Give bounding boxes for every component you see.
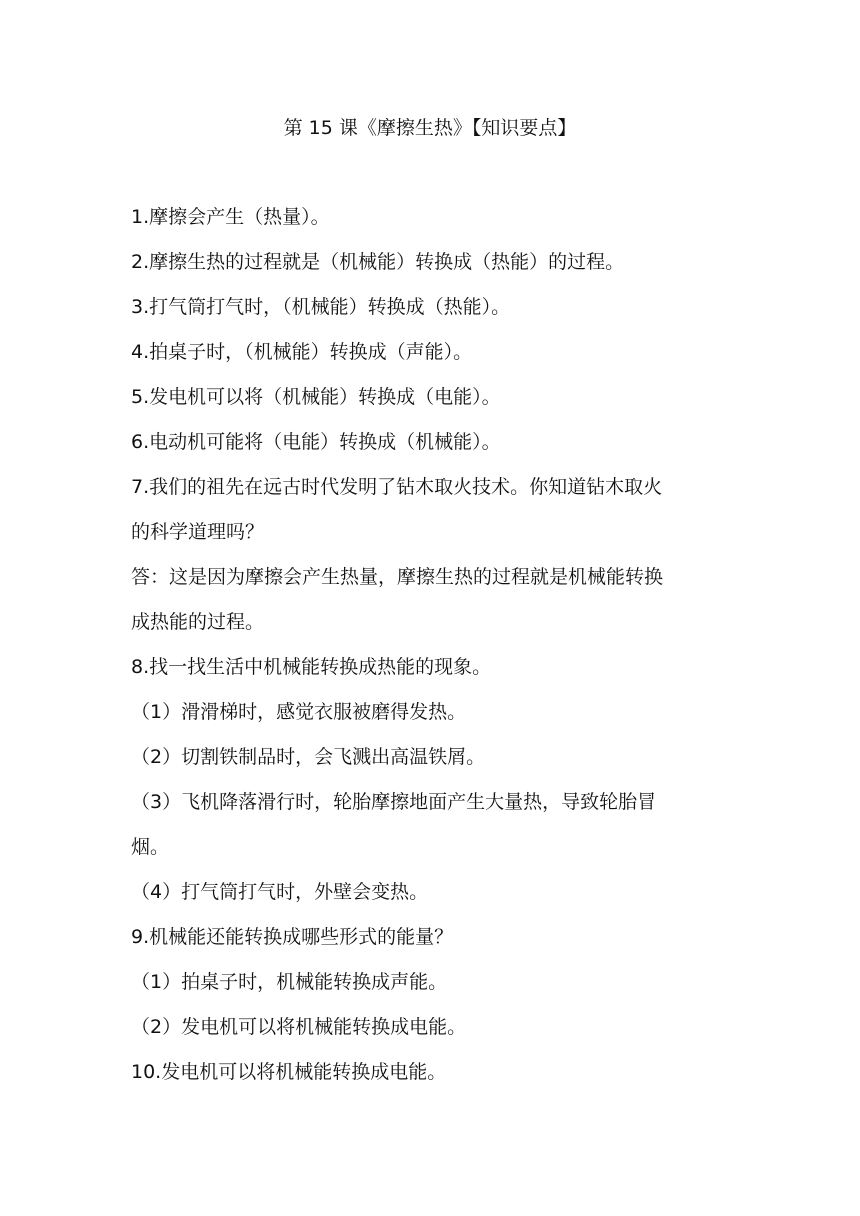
text-line-7: 7.我们的祖先在远古时代发明了钻木取火技术。你知道钻木取火 xyxy=(131,476,663,498)
text-line-16: （4）打气筒打气时，外壁会变热。 xyxy=(131,881,429,903)
text-line-20: 10.发电机可以将机械能转换成电能。 xyxy=(131,1061,447,1083)
text-line-5: 5.发电机可以将（机械能）转换成（电能）。 xyxy=(131,386,501,408)
text-line-2: 2.摩擦生热的过程就是（机械能）转换成（热能）的过程。 xyxy=(131,251,625,273)
text-line-12: （1）滑滑梯时，感觉衣服被磨得发热。 xyxy=(131,701,467,723)
text-line-11: 8.找一找生活中机械能转换成热能的现象。 xyxy=(131,656,492,678)
text-line-9: 答：这是因为摩擦会产生热量，摩擦生热的过程就是机械能转换 xyxy=(131,566,664,588)
text-line-19: （2）发电机可以将机械能转换成电能。 xyxy=(131,1016,467,1038)
document-title: 第 15 课《摩擦生热》【知识要点】 xyxy=(283,117,577,139)
document-body xyxy=(131,202,731,1102)
text-line-15: 烟。 xyxy=(131,836,170,858)
text-line-6: 6.电动机可能将（电能）转换成（机械能）。 xyxy=(131,431,501,453)
text-line-18: （1）拍桌子时，机械能转换成声能。 xyxy=(131,971,448,993)
text-line-1: 1.摩擦会产生（热量）。 xyxy=(131,206,330,228)
text-line-10: 成热能的过程。 xyxy=(131,611,265,633)
text-line-14: （3）飞机降落滑行时，轮胎摩擦地面产生大量热，导致轮胎冒 xyxy=(131,791,657,813)
text-line-3: 3.打气筒打气时，（机械能）转换成（热能）。 xyxy=(131,296,511,318)
text-line-17: 9.机械能还能转换成哪些形式的能量？ xyxy=(131,926,454,948)
text-line-4: 4.拍桌子时，（机械能）转换成（声能）。 xyxy=(131,341,473,363)
text-line-8: 的科学道理吗？ xyxy=(131,521,265,543)
text-line-13: （2）切割铁制品时，会飞溅出高温铁屑。 xyxy=(131,746,486,768)
